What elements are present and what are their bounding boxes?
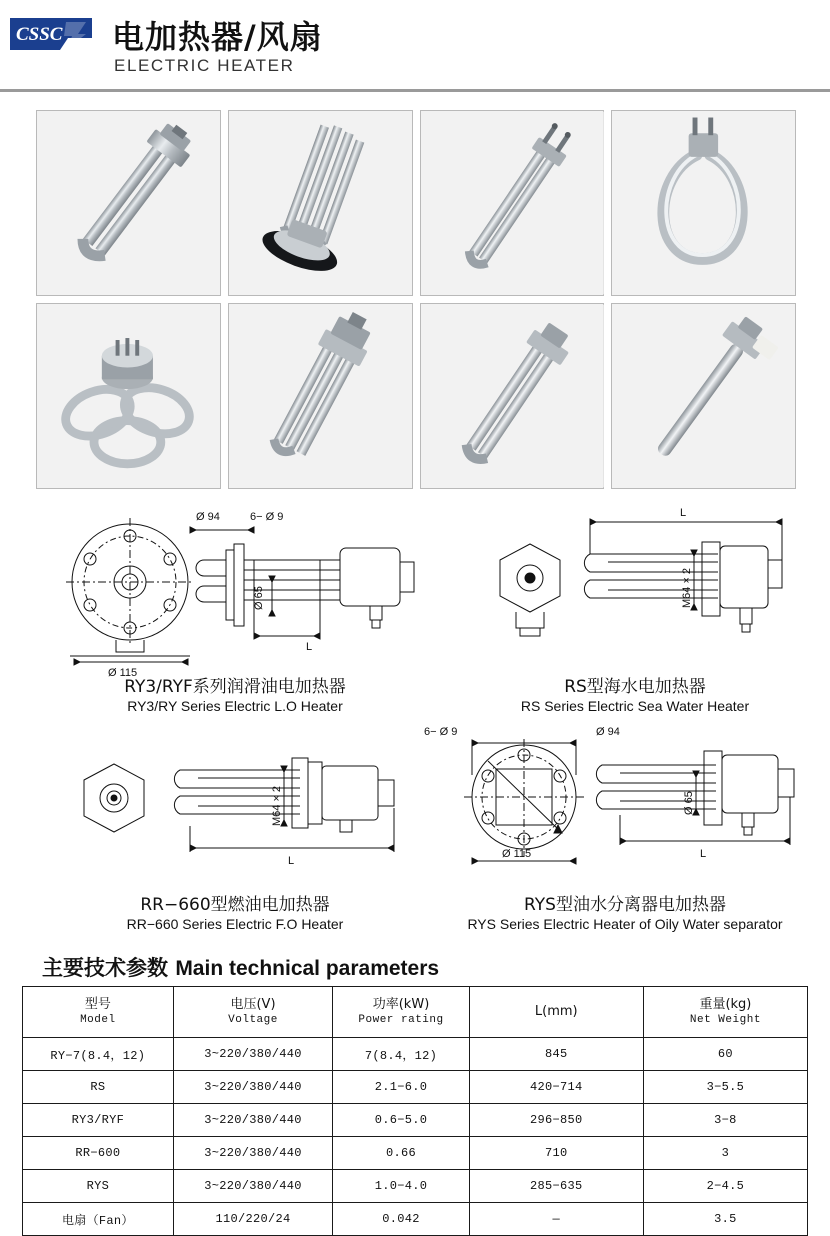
cell-model: RR−600 — [23, 1137, 174, 1170]
cell-length: — — [469, 1203, 643, 1236]
cell-power: 1.0−4.0 — [333, 1170, 469, 1203]
cell-weight: 60 — [643, 1038, 807, 1071]
cell-model: RYS — [23, 1170, 174, 1203]
dim-length: L — [700, 848, 707, 860]
photo-row-1 — [36, 110, 796, 296]
cell-model: RY−7(8.4，12) — [23, 1038, 174, 1071]
col-header-power: 功率(kW) Power rating — [333, 987, 469, 1038]
dim-bolt-circle: Ø 94 — [196, 511, 220, 523]
cell-length: 285−635 — [469, 1170, 643, 1203]
cell-voltage: 3~220/380/440 — [173, 1104, 333, 1137]
dim-length: L — [288, 855, 295, 867]
photo-row-2 — [36, 303, 796, 489]
svg-text:CSSC: CSSC — [16, 24, 63, 45]
table-row — [23, 1137, 808, 1170]
cell-weight: 3−5.5 — [643, 1071, 807, 1104]
dim-holes: 6− Ø 9 — [424, 726, 458, 738]
col-header-weight: 重量(kg) Net Weight — [643, 987, 807, 1038]
params-title — [42, 952, 439, 982]
cell-power: 0.6−5.0 — [333, 1104, 469, 1137]
cell-model: RS — [23, 1071, 174, 1104]
dim-thread: M64 × 2 — [681, 567, 693, 608]
drawing-rys — [420, 715, 830, 934]
cell-voltage: 3~220/380/440 — [173, 1170, 333, 1203]
table-row — [23, 1203, 808, 1236]
cell-voltage: 3~220/380/440 — [173, 1038, 333, 1071]
cssc-logo — [8, 14, 94, 54]
dim-tube: Ø 65 — [683, 791, 695, 815]
cell-voltage: 110/220/24 — [173, 1203, 333, 1236]
cell-weight: 3.5 — [643, 1203, 807, 1236]
col-header-model: 型号 Model — [23, 987, 174, 1038]
dim-flange: Ø 115 — [502, 848, 532, 860]
product-photo-grid — [36, 110, 796, 496]
cell-voltage: 3~220/380/440 — [173, 1071, 333, 1104]
drawing-rs — [450, 500, 820, 716]
page-title-cn: 电加热器/风扇 — [112, 18, 323, 56]
table-row — [23, 1104, 808, 1137]
caption-rys: RYS型油水分离器电加热器 RYS Series Electric Heater of Oily Water separator — [467, 895, 783, 933]
cell-weight: 2−4.5 — [643, 1170, 807, 1203]
long-rod-heater-photo — [611, 303, 796, 489]
page-title-en: ELECTRIC HEATER — [114, 56, 295, 75]
dim-flange: Ø 115 — [108, 667, 138, 679]
loop-heater-photo — [611, 110, 796, 296]
hairpin-heater-photo — [420, 303, 605, 489]
col-header-length: L(mm) — [469, 987, 643, 1038]
caption-rs: RS型海水电加热器 RS Series Electric Sea Water Heater — [520, 677, 750, 715]
flange-immersion-heater-photo — [36, 110, 221, 296]
table-row — [23, 1170, 808, 1203]
cell-model: RY3/RYF — [23, 1104, 174, 1137]
cell-length: 845 — [469, 1038, 643, 1071]
triple-ring-heater-photo — [36, 303, 221, 489]
multi-element-heater-photo — [228, 110, 413, 296]
dim-tube: Ø 65 — [253, 586, 265, 610]
straight-rod-heater-photo — [420, 110, 605, 296]
dim-length: L — [680, 507, 687, 519]
dim-bolt-circle: Ø 94 — [596, 726, 620, 738]
col-header-voltage: 电压(V) Voltage — [173, 987, 333, 1038]
cell-weight: 3 — [643, 1137, 807, 1170]
cell-power: 0.042 — [333, 1203, 469, 1236]
dim-length: L — [306, 641, 313, 653]
drawing-ry3-ryf — [40, 500, 430, 716]
drawing-rr-660 — [40, 730, 430, 934]
caption-rr-660: RR−660型燃油电加热器 RR−660 Series Electric F.O Heater — [126, 895, 344, 933]
params-title-cn: 主要技术参数 — [42, 956, 168, 980]
cell-voltage: 3~220/380/440 — [173, 1137, 333, 1170]
page-header — [0, 0, 830, 92]
screw-plug-heater-photo — [228, 303, 413, 489]
table-row — [23, 1038, 808, 1071]
main-technical-parameters-table — [22, 986, 808, 1236]
cell-weight: 3−8 — [643, 1104, 807, 1137]
dim-holes: 6− Ø 9 — [250, 511, 284, 523]
dim-thread: M64 × 2 — [271, 785, 283, 826]
cell-power: 7(8.4，12) — [333, 1038, 469, 1071]
table-row — [23, 1071, 808, 1104]
caption-ry3-ryf: RY3/RYF系列润滑油电加热器 RY3/RY Series Electric L.O Heater — [124, 677, 346, 715]
cell-length: 420−714 — [469, 1071, 643, 1104]
table-header-row — [23, 987, 808, 1038]
cell-power: 0.66 — [333, 1137, 469, 1170]
params-title-en: Main technical parameters — [175, 957, 440, 980]
cell-length: 296−850 — [469, 1104, 643, 1137]
cell-model: 电扇（Fan） — [23, 1203, 174, 1236]
cell-length: 710 — [469, 1137, 643, 1170]
cell-power: 2.1−6.0 — [333, 1071, 469, 1104]
